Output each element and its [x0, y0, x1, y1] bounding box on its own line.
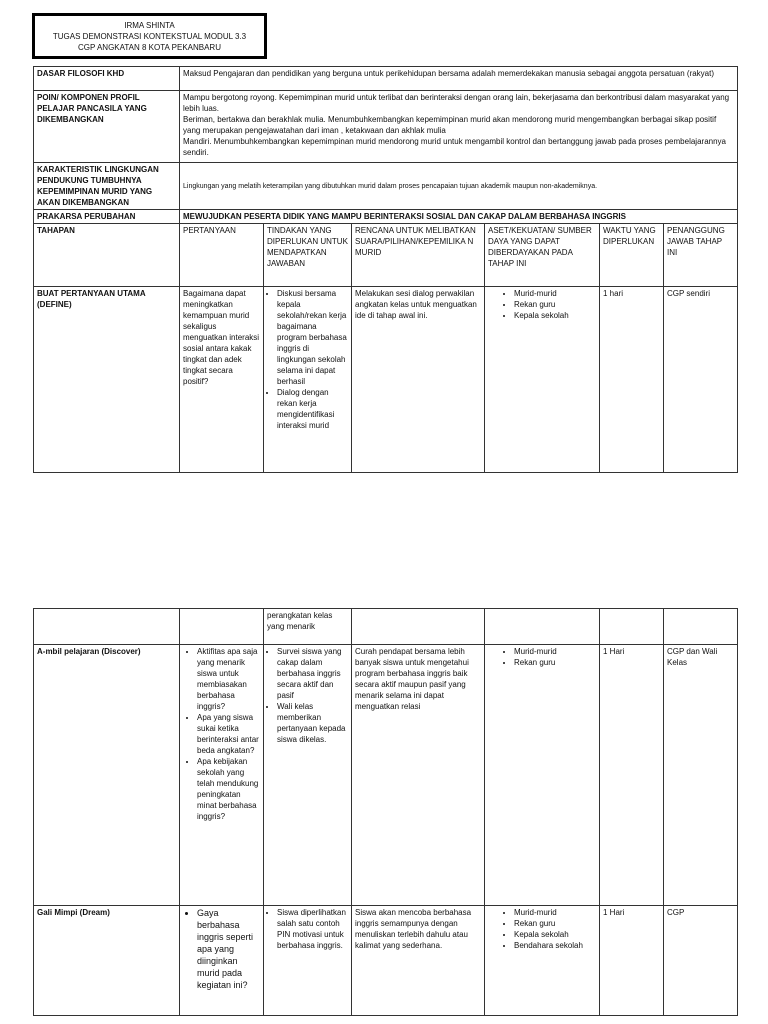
document-header [32, 13, 267, 59]
dream-tindakan [264, 906, 352, 1016]
assignment-title: TUGAS DEMONSTRASI KONTEKSTUAL MODUL 3.3 [52, 32, 247, 41]
col-tindakan: TINDAKAN YANG DIPERLUKAN UNTUK MENDAPATKAN JAWABAN [264, 224, 352, 287]
discover-rencana: Curah pendapat bersama lebih banyak siswa untuk mengetahui program berbahasa inggris baik secara aktif maupun pasif yang menarik selama ini dapat menguatkan relasi [352, 645, 485, 906]
main-table [33, 66, 738, 473]
list-item: • Aktifitas apa saja yang menarik siswa untuk membiasakan berbahasa inggris? [197, 646, 260, 712]
list-item: • Wali kelas memberikan pertanyaan kepada siswa dikelas. [277, 701, 348, 745]
dasar-text: Maksud Pengajaran dan pendidikan yang berguna untuk perikehidupan bersama adalah memerdekakan manusia sebagai anggota persatuan (rakyat) [180, 67, 738, 91]
row-dream [34, 906, 738, 1016]
list-item: • Murid-murid [514, 907, 596, 918]
dream-pertanyaan [180, 906, 264, 1016]
dasar-label: DASAR FILOSOFI KHD [34, 67, 180, 91]
dream-aset [485, 906, 600, 1016]
poin-gotong-royong: Mampu bergotong royong. Kepemimpinan murid untuk terlibat dan berinteraksi dengan orang lain, bekerjasama dan berkontribusi dalam masyarakat yang lebih luas. [183, 93, 730, 113]
row-define [34, 287, 738, 473]
discover-tahapan: A-mbil pelajaran (Discover) [34, 645, 180, 906]
list-item: • Rekan guru [514, 918, 596, 929]
column-header-row [34, 224, 738, 287]
row-dasar-filosofi [34, 67, 738, 91]
define-tindakan [264, 287, 352, 473]
discover-waktu: 1 Hari [600, 645, 664, 906]
discover-tindakan [264, 645, 352, 906]
define-penanggung: CGP sendiri [664, 287, 738, 473]
define-tahapan: BUAT PERTANYAAN UTAMA (DEFINE) [34, 287, 180, 473]
define-aset [485, 287, 600, 473]
dream-tahapan: Gali Mimpi (Dream) [34, 906, 180, 1016]
list-item: • Murid-murid [514, 288, 596, 299]
row-prakarsa [34, 210, 738, 224]
discover-pertanyaan [180, 645, 264, 906]
karakter-text: Lingkungan yang melatih keterampilan yang dibutuhkan murid dalam proses pencapaian tujuan akademik maupun non-akademiknya. [180, 163, 738, 210]
list-item: • Bendahara sekolah [514, 940, 596, 951]
poin-text [180, 91, 738, 163]
col-rencana: RENCANA UNTUK MELIBATKAN SUARA/PILIHAN/KEPEMILIKA N MURID [352, 224, 485, 287]
dream-waktu: 1 Hari [600, 906, 664, 1016]
dream-rencana: Siswa akan mencoba berbahasa inggris semampunya dengan menuliskan terlebih dahulu atau kalimat yang sederhana. [352, 906, 485, 1016]
discover-penanggung: CGP dan Wali Kelas [664, 645, 738, 906]
list-item: • Murid-murid [514, 646, 596, 657]
col-waktu: WAKTU YANG DIPERLUKAN [600, 224, 664, 287]
prakarsa-text: MEWUJUDKAN PESERTA DIDIK YANG MAMPU BERINTERAKSI SOSIAL DAN CAKAP DALAM BERBAHASA INGGRIS [180, 210, 738, 224]
list-item: • Survei siswa yang cakap dalam berbahasa inggris secara aktif dan pasif [277, 646, 348, 701]
col-penanggung: PENANGGUNG JAWAB TAHAP INI [664, 224, 738, 287]
define-rencana: Melakukan sesi dialog perwakilan angkatan kelas untuk menguatkan ide di tahap awal ini. [352, 287, 485, 473]
define-pertanyaan: Bagaimana dapat meningkatkan kemampuan murid sekaligus menguatkan interaksi sosial antara kakak tingkat dan adek tingkat secara positif? [180, 287, 264, 473]
list-item: • Siswa diperlihatkan salah satu contoh PIN motivasi untuk berbahasa inggris. [277, 907, 348, 951]
list-item: • Diskusi bersama kepala sekolah/rekan kerja bagaimana program berbahasa inggris di lingkungan sekolah selama ini dapat berhasil [277, 288, 348, 387]
cohort-info: CGP ANGKATAN 8 KOTA PEKANBARU [77, 43, 221, 52]
list-item: • Gaya berbahasa inggris seperti apa yang diinginkan murid pada kegiatan ini? [197, 907, 260, 991]
dream-penanggung: CGP [664, 906, 738, 1016]
col-aset: ASET/KEKUATAN/ SUMBER DAYA YANG DAPAT DIBERDAYAKAN PADA TAHAP INI [485, 224, 600, 287]
col-tahapan: TAHAPAN [34, 224, 180, 287]
row-karakteristik [34, 163, 738, 210]
row-discover [34, 645, 738, 906]
define-waktu: 1 hari [600, 287, 664, 473]
row-profil-pelajar [34, 91, 738, 163]
list-item: • Rekan guru [514, 657, 596, 668]
poin-mandiri: Mandiri. Menumbuhkembangkan kepemimpinan murid mendorong murid untuk mengambil kontrol dan bertanggung jawab pada proses pembelajarannya sendiri. [183, 137, 726, 157]
poin-label: POIN/ KOMPONEN PROFIL PELAJAR PANCASILA YANG DIKEMBANGKAN [34, 91, 180, 163]
list-item: • Apa yang siswa sukai ketika berinteraksi antar beda angkatan? [197, 712, 260, 756]
discover-aset [485, 645, 600, 906]
author-name: IRMA SHINTA [124, 21, 175, 30]
list-item: • Kepala sekolah [514, 310, 596, 321]
prakarsa-label: PRAKARSA PERUBAHAN [34, 210, 180, 224]
col-pertanyaan: PERTANYAAN [180, 224, 264, 287]
poin-beriman: Beriman, bertakwa dan berakhlak mulia. Menumbuhkembangkan kepemimpinan murid akan mendorong murid mengembangkan berbagai sikap positif yang merupakan pengejawatahan dari iman , ketakwaan dan akhlak mulia [183, 115, 717, 135]
list-item: • Rekan guru [514, 299, 596, 310]
karakter-label: KARAKTERISTIK LINGKUNGAN PENDUKUNG TUMBUHNYA KEPEMIMPINAN MURID YANG AKAN DIKEMBANGKAN [34, 163, 180, 210]
list-item: • Kepala sekolah [514, 929, 596, 940]
continuation-tindakan: perangkatan kelas yang menarik [264, 609, 352, 645]
list-item: • Apa kebijakan sekolah yang telah mendukung peningkatan minat berbahasa inggris? [197, 756, 260, 822]
list-item: • Dialog dengan rekan kerja mengidentifikasi interaksi murid [277, 387, 348, 431]
row-continuation [34, 609, 738, 645]
continued-table [33, 608, 738, 1016]
